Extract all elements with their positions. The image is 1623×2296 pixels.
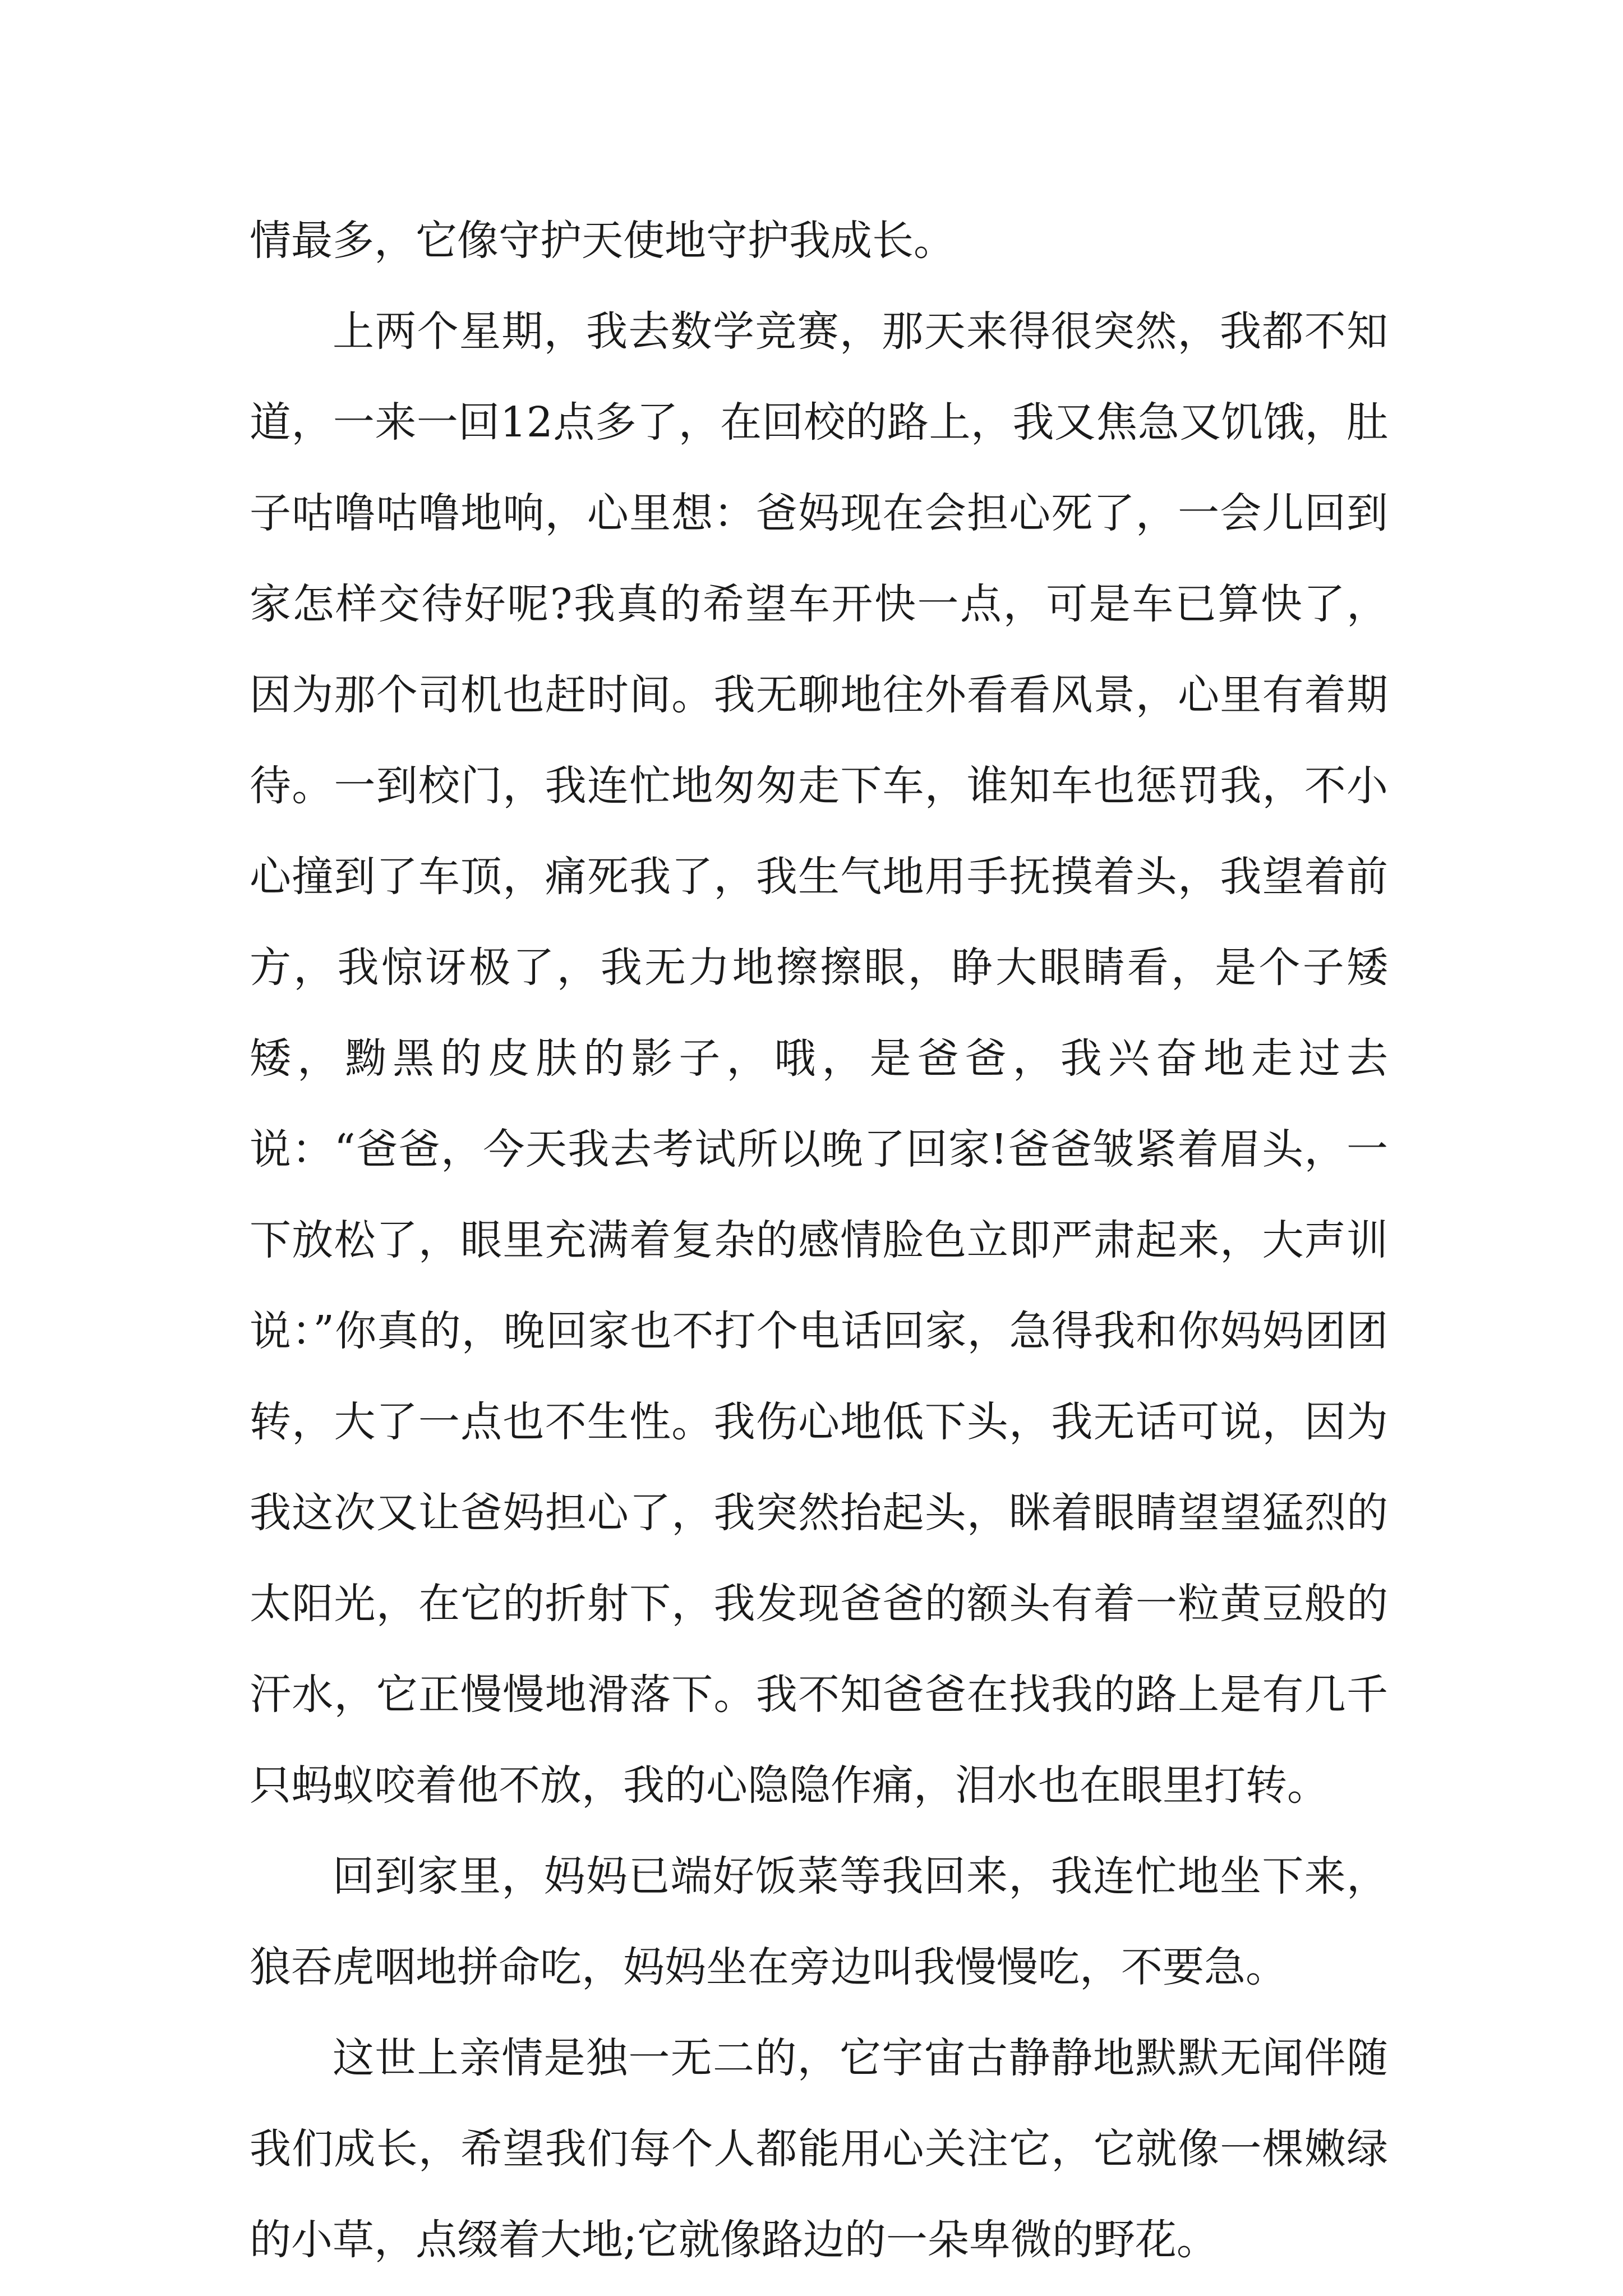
- paragraph-4: 这世上亲情是独一无二的，它宇宙古静静地默默无闻伴随我们成长，希望我们每个人都能用心关注它，它就像一棵嫩绿的小草，点缀着大地;它就像路边的一朵卑微的野花。: [250, 2034, 1388, 2264]
- document-body: [250, 195, 1388, 2285]
- paragraph-3: 回到家里，妈妈已端好饭菜等我回来，我连忙地坐下来，狼吞虎咽地拼命吃，妈妈坐在旁边叫我慢慢吃，不要急。: [250, 1852, 1388, 1991]
- paragraph-1: 情最多，它像守护天使地守护我成长。: [250, 217, 955, 265]
- paragraph-2: 上两个星期，我去数学竞赛，那天来得很突然，我都不知道，一来一回12点多了，在回校的路上，我又焦急又饥饿，肚子咕噜咕噜地响，心里想：爸妈现在会担心死了，一会儿回到家怎样交待好呢?我真的希望车开快一点，可是车已算快了，因为那个司机也赶时间。我无聊地往外看看风景，心里有着期待。一到校门，我连忙地匆匆走下车，谁知车也惩罚我，不小心撞到了车顶，痛死我了，我生气地用手抚摸着头，我望着前方，我惊讶极了，我无力地擦擦眼，睁大眼睛看，是个子矮矮，黝黑的皮肤的影子，哦，是爸爸，我兴奋地走过去说：“爸爸，今天我去考试所以晚了回家!爸爸皱紧着眉头，一下放松了，眼里充满着复杂的感情脸色立即严肃起来，大声训说：”你真的，晚回家也不打个电话回家，急得我和你妈妈团团转，大了一点也不生性。我伤心地低下头，我无话可说，因为我这次又让爸妈担心了，我突然抬起头，眯着眼睛望望猛烈的太阳光，在它的折射下，我发现爸爸的额头有着一粒黄豆般的汗水，它正慢慢地滑落下。我不知爸爸在找我的路上是有几千只蚂蚁咬着他不放，我的心隐隐作痛，泪水也在眼里打转。: [250, 307, 1388, 1810]
